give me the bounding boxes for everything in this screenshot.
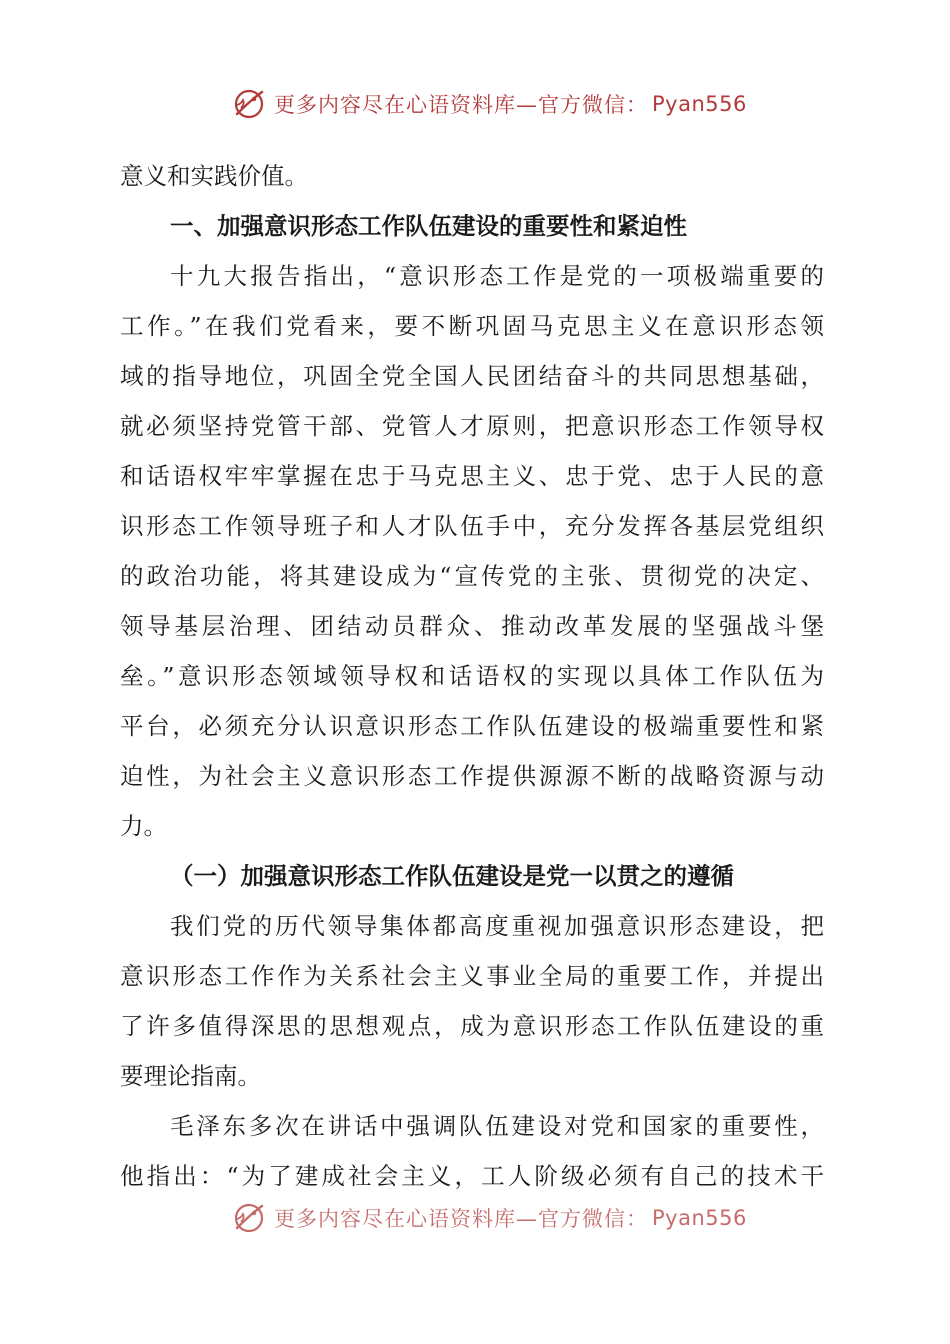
text-line: 平台，必须充分认识意识形态工作队伍建设的极端重要性和紧	[120, 712, 824, 740]
text-line: 工作。”在我们党看来，要不断巩固马克思主义在意识形态领	[120, 312, 824, 340]
text-line: 和话语权牢牢掌握在忠于马克思主义、忠于党、忠于人民的意	[120, 462, 824, 490]
text-line: 要理论指南。	[120, 1062, 261, 1090]
text-line: 域的指导地位，巩固全党全国人民团结奋斗的共同思想基础，	[120, 362, 824, 390]
text-line: 十九大报告指出，“意识形态工作是党的一项极端重要的	[170, 262, 824, 290]
signature-pen-logo-icon	[232, 1201, 266, 1235]
text-line: 毛泽东多次在讲话中强调队伍建设对党和国家的重要性，	[170, 1112, 824, 1140]
watermark-text: 更多内容尽在心语资料库—官方微信：	[274, 1207, 648, 1231]
text-line: 意识形态工作作为关系社会主义事业全局的重要工作，并提出	[120, 962, 824, 990]
text-line: 就必须坚持党管干部、党管人才原则，把意识形态工作领导权	[120, 412, 824, 440]
signature-pen-logo-icon	[232, 87, 266, 121]
subsection-heading: （一）加强意识形态工作队伍建设是党一以贯之的遵循	[170, 862, 734, 890]
text-line: 垒。”意识形态领域领导权和话语权的实现以具体工作队伍为	[120, 662, 824, 690]
text-line: 迫性，为社会主义意识形态工作提供源源不断的战略资源与动	[120, 762, 824, 790]
text-line: 力。	[120, 812, 167, 840]
text-line: 识形态工作领导班子和人才队伍手中，充分发挥各基层党组织	[120, 512, 824, 540]
section-heading: 一、加强意识形态工作队伍建设的重要性和紧迫性	[170, 212, 687, 240]
watermark-text: 更多内容尽在心语资料库—官方微信：	[274, 93, 648, 117]
watermark-header	[232, 84, 752, 124]
watermark-wechat-id: Pyan556	[652, 92, 747, 116]
text-line: 意义和实践价值。	[120, 162, 308, 190]
text-line: 我们党的历代领导集体都高度重视加强意识形态建设，把	[170, 912, 824, 940]
text-line: 领导基层治理、团结动员群众、推动改革发展的坚强战斗堡	[120, 612, 824, 640]
watermark-footer	[232, 1198, 752, 1238]
text-line: 了许多值得深思的思想观点，成为意识形态工作队伍建设的重	[120, 1012, 824, 1040]
text-line: 的政治功能，将其建设成为“宣传党的主张、贯彻党的决定、	[120, 562, 824, 590]
watermark-wechat-id: Pyan556	[652, 1206, 747, 1230]
text-line: 他指出：“为了建成社会主义，工人阶级必须有自己的技术干	[120, 1162, 824, 1190]
